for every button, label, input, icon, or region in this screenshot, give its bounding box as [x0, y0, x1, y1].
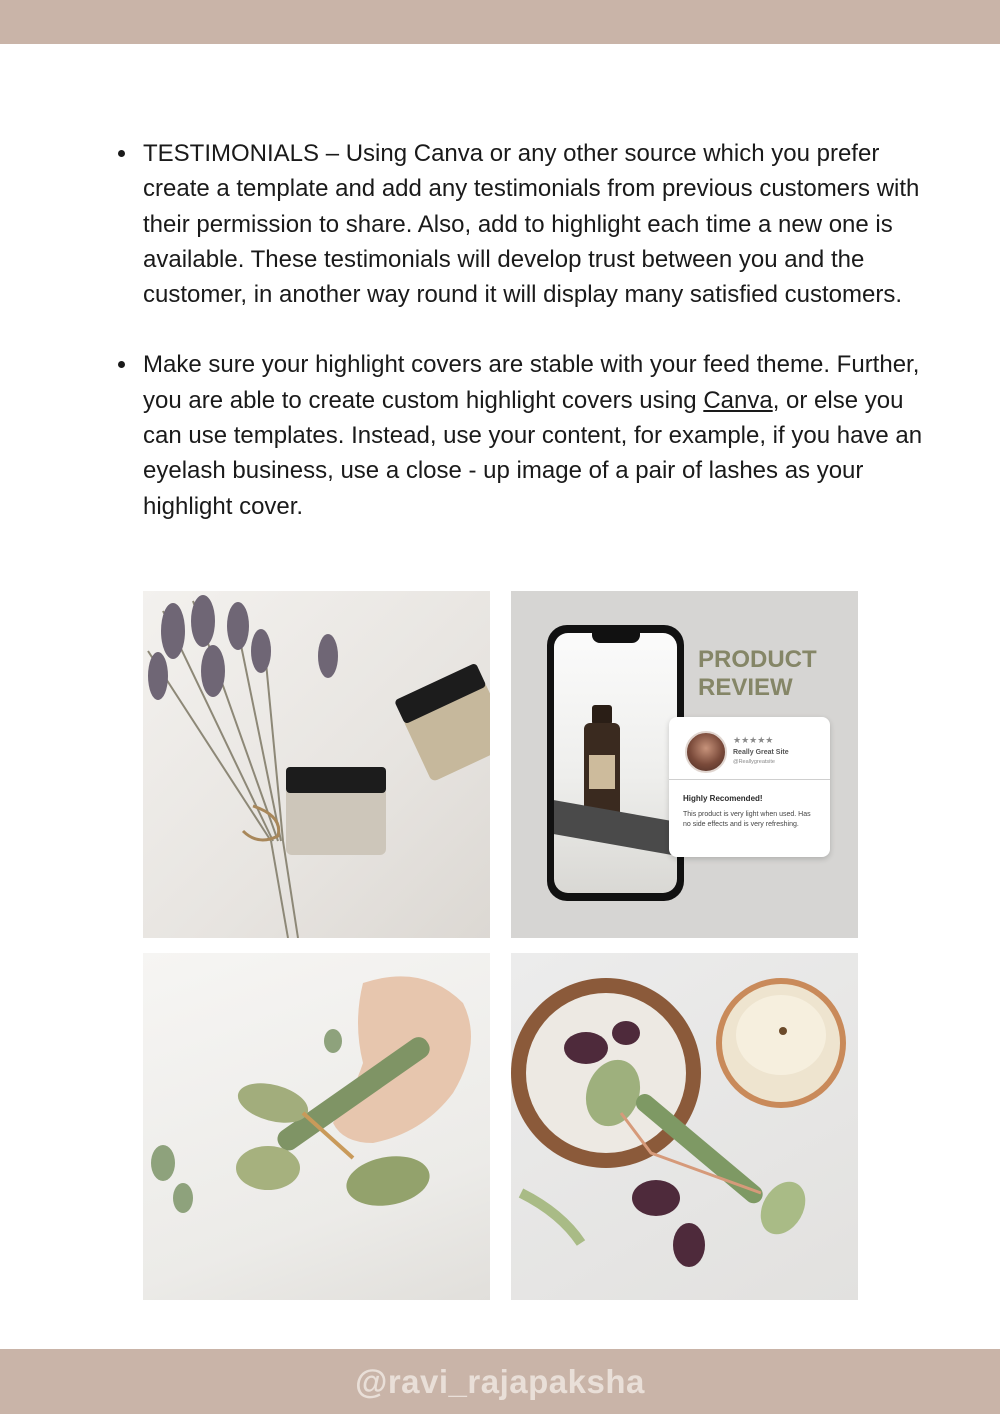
footer-band	[0, 1349, 1000, 1414]
footer-handle: @ravi_rajapaksha	[355, 1362, 645, 1400]
bullet-highlight-covers	[143, 347, 923, 523]
phone-screen	[554, 633, 677, 893]
bottle-cap	[592, 705, 612, 725]
reviewer-handle: @Reallygreatsite	[733, 759, 775, 765]
star-rating: ★★★★★	[733, 735, 774, 745]
phone-mockup	[547, 625, 684, 901]
review-title: PRODUCT REVIEW	[698, 646, 817, 701]
photo-lavender-jars	[143, 591, 490, 938]
photo-jade-roller-candle	[511, 953, 858, 1300]
bullet-text-before: Make sure your highlight covers are stable with your feed theme. Further, you are able to create custom highlight covers using	[143, 351, 920, 414]
avatar	[685, 731, 727, 773]
divider	[669, 779, 830, 780]
bottle-label	[589, 755, 615, 789]
canva-link[interactable]: Canva	[703, 386, 773, 414]
bullet-dot	[118, 361, 125, 368]
review-body: This product is very light when used. Has no side effects and is very refreshing.	[683, 811, 811, 828]
phone-notch	[592, 633, 640, 643]
bullet-text: TESTIMONIALS – Using Canva or any other source which you prefer create a template and add any testimonials from previous customers with their permission to share. Also, add to highlight each time a new one is available. These testimonials will develop trust between you and the customer, in another way round it will display many satisfied customers.	[143, 140, 920, 309]
jade-roller-illustration	[143, 953, 490, 1300]
bullet-testimonials	[143, 136, 923, 312]
photo-hand-jade-rollers	[143, 953, 490, 1300]
bullet-text-after: , or else you can use templates. Instead, use your content, for example, if you have an eyelash business, use a close - up image of a pair of lashes as your highlight cover.	[143, 386, 923, 520]
candle-roller-illustration	[511, 953, 858, 1300]
bullet-dot	[118, 150, 125, 157]
top-band	[0, 0, 1000, 44]
review-headline: Highly Recomended!	[683, 794, 763, 803]
product-review-graphic	[511, 591, 858, 938]
bullet-list	[110, 136, 923, 559]
review-card	[669, 717, 830, 857]
reviewer-name: Really Great Site	[733, 749, 789, 756]
lavender-jars-illustration	[143, 591, 490, 938]
